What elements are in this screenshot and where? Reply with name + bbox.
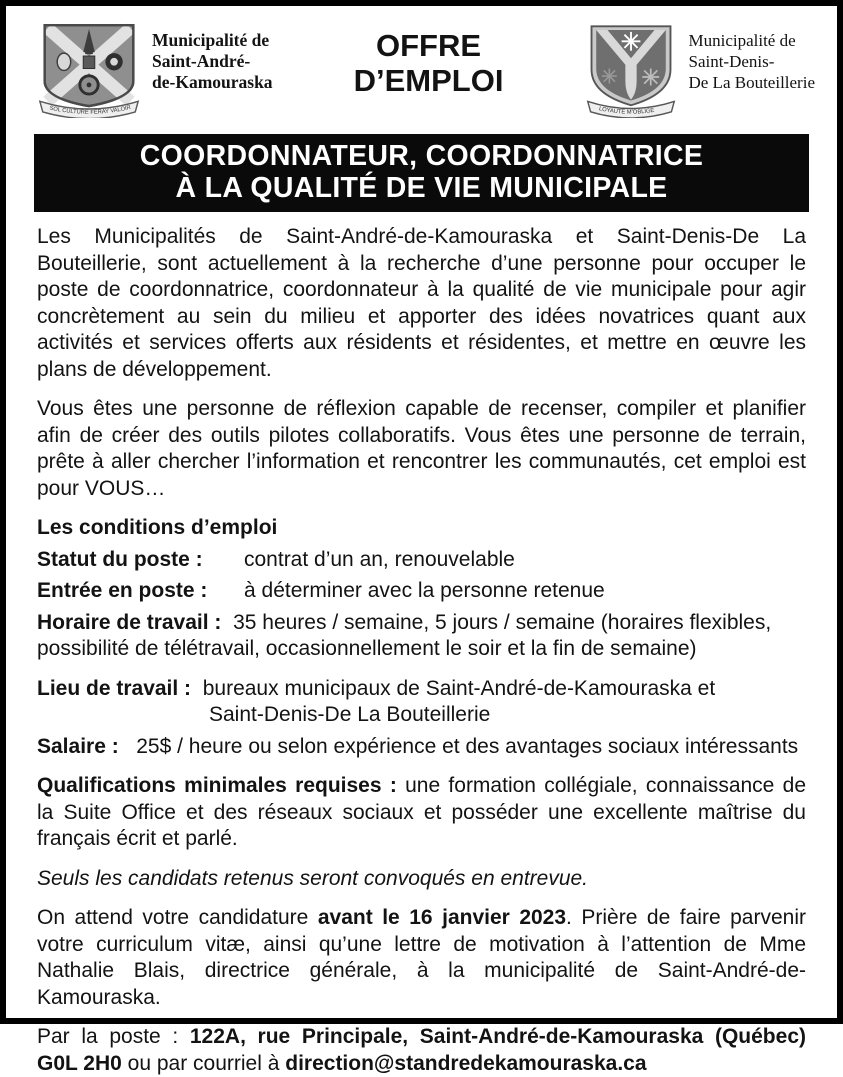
condition-label: Statut du poste : <box>37 547 203 571</box>
right-motto: LOYAUTÉ M’OBLIGE <box>598 106 656 116</box>
right-caption-line: Saint-Denis- <box>688 52 775 71</box>
right-municipality-name <box>688 21 815 123</box>
contact-paragraph <box>37 1024 806 1077</box>
apply-pre: On attend votre candidature <box>37 906 318 929</box>
condition-statut <box>37 547 806 574</box>
condition-value: contrat d’un an, renouvelable <box>244 547 515 571</box>
contact-email: direction@standredekamouraska.ca <box>285 1051 647 1075</box>
left-motto: SOL CULTURE FERAY VALOIR <box>48 104 132 116</box>
ad-body <box>6 212 837 1077</box>
lieu-value-line1: bureaux municipaux de Saint-André-de-Kamouraska et <box>202 676 716 700</box>
conditions-heading: Les conditions d’emploi <box>37 516 278 539</box>
condition-value: à déterminer avec la personne retenue <box>244 579 605 602</box>
page-title-line1: OFFRE <box>375 28 482 63</box>
contact-mid: ou par courriel à <box>121 1051 286 1075</box>
contact-pre: Par la poste : <box>37 1025 190 1048</box>
left-caption-line: Municipalité de <box>152 30 270 50</box>
right-caption-line: De La Bouteillerie <box>688 73 815 92</box>
condition-horaire <box>37 610 806 663</box>
condition-label: Horaire de travail : <box>37 610 222 634</box>
page-title <box>273 21 585 98</box>
saint-denis-coat-of-arms-icon <box>584 21 678 123</box>
page-title-line2: D’EMPLOI <box>353 63 504 98</box>
profile-paragraph: Vous êtes une personne de réflexion capable de recenser, compiler et planifier afin de créer des outils pilotes collaboratifs. Vous êtes une personne de terrain, prête à aller chercher l’information et rencontrer les communautés, cet emploi est pour VOUS… <box>37 397 806 500</box>
job-title-line1: COORDONNATEUR, COORDONNATRICE <box>139 140 704 172</box>
qualifications-paragraph <box>37 773 806 853</box>
interview-note: Seuls les candidats retenus seront convoqués en entrevue. <box>37 866 589 890</box>
qualifications-text: une formation collégiale, connaissance de la Suite Office et des réseaux sociaux et posséder une excellente maîtrise du français écrit et parlé. <box>37 774 806 850</box>
lieu-label: Lieu de travail : <box>37 676 192 700</box>
job-title-banner <box>34 134 809 212</box>
apply-paragraph <box>37 905 806 1011</box>
left-caption-line: Saint-André- <box>152 51 251 71</box>
apply-post: . Prière de faire parvenir votre curriculum vitæ, ainsi qu’une lettre de motivation à l’attention de Mme Nathalie Blais, directrice générale, à la municipalité de Saint-André-de-Kamouraska. <box>37 906 806 1009</box>
header <box>6 6 837 123</box>
postal-address: 122A, rue Principale, Saint-André-de-Kamouraska (Québec) G0L 2H0 <box>37 1025 806 1075</box>
left-municipality <box>36 21 273 123</box>
salaire-label: Salaire : <box>37 734 119 758</box>
saint-andre-coat-of-arms-icon <box>36 21 142 123</box>
left-municipality-name <box>152 21 273 123</box>
lieu-travail <box>37 676 806 729</box>
salaire-value: 25$ / heure ou selon expérience et des avantages sociaux intéressants <box>136 734 799 758</box>
lieu-value-line2: Saint-Denis-De La Bouteillerie <box>209 703 491 726</box>
left-caption-line: de-Kamouraska <box>152 72 273 92</box>
qualifications-label: Qualifications minimales requises : <box>37 774 397 797</box>
apply-deadline: avant le 16 janvier 2023 <box>317 906 567 929</box>
right-caption-line: Municipalité de <box>688 31 796 50</box>
right-municipality <box>584 21 815 123</box>
condition-entree <box>37 578 806 605</box>
salaire <box>37 734 806 761</box>
condition-value: 35 heures / semaine, 5 jours / semaine (horaires flexibles, possibilité de télétravail, occasionnellement le soir et la fin de semaine) <box>37 610 772 660</box>
condition-label: Entrée en poste : <box>37 579 208 602</box>
job-title-line2: À LA QUALITÉ DE VIE MUNICIPALE <box>175 172 668 204</box>
intro-paragraph: Les Municipalités de Saint-André-de-Kamouraska et Saint-Denis-De La Bouteillerie, sont actuellement à la recherche d’une personne pour occuper le poste de coordonnatrice, coordonnateur à la qualité de vie municipale pour agir concrètement au sein du milieu et apporter des idées novatrices quant aux activités et services offerts aux résidents et résidentes, et mettre en œuvre les plans de développement. <box>37 225 806 381</box>
